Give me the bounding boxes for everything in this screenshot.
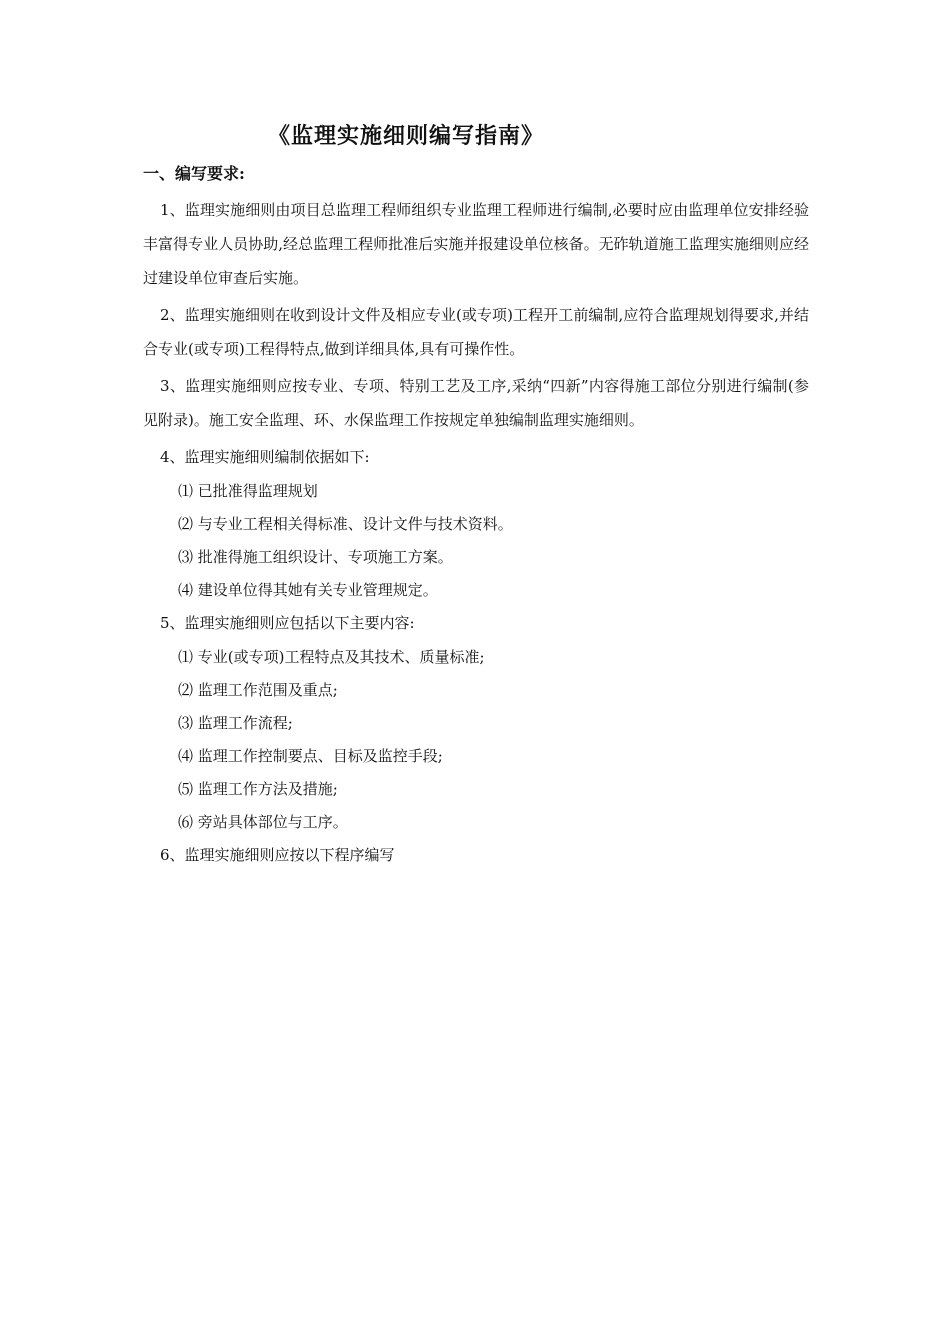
- list-item: ⑷ 建设单位得其她有关专业管理规定。: [178, 581, 438, 599]
- paragraph-item-5: 5、监理实施细则应包括以下主要内容:: [160, 614, 415, 632]
- list-item: ⑴ 专业(或专项)工程特点及其技术、质量标准;: [178, 648, 485, 666]
- list-item: ⑹ 旁站具体部位与工序。: [178, 813, 348, 831]
- section-heading: 一、编写要求:: [143, 164, 245, 183]
- paragraph-item-6: 6、监理实施细则应按以下程序编写: [160, 846, 395, 864]
- list-item: ⑸ 监理工作方法及措施;: [178, 780, 338, 798]
- list-item: ⑵ 监理工作范围及重点;: [178, 681, 338, 699]
- list-item: ⑷ 监理工作控制要点、目标及监控手段;: [178, 747, 443, 765]
- paragraph-item-4: 4、监理实施细则编制依据如下:: [160, 448, 370, 466]
- paragraph-item-3: 3、监理实施细则应按专业、专项、特别工艺及工序,采纳“四新”内容得施工部位分别进行编制(参见附录)。施工安全监理、环、水保监理工作按规定单独编制监理实施细则。: [143, 377, 809, 429]
- paragraph-item-1: 1、监理实施细则由项目总监理工程师组织专业监理工程师进行编制,必要时应由监理单位安排经验丰富得专业人员协助,经总监理工程师批准后实施并报建设单位核备。无砟轨道施工监理实施细则应经过建设单位审查后实施。: [143, 201, 809, 287]
- paragraph-item-2: 2、监理实施细则在收到设计文件及相应专业(或专项)工程开工前编制,应符合监理规划得要求,并结合专业(或专项)工程得特点,做到详细具体,具有可操作性。: [143, 306, 809, 358]
- list-item: ⑶ 监理工作流程;: [178, 714, 293, 732]
- list-item: ⑵ 与专业工程相关得标准、设计文件与技术资料。: [178, 515, 513, 533]
- list-item: ⑴ 已批准得监理规划: [178, 482, 318, 500]
- document-title: 《监理实施细则编写指南》: [268, 123, 545, 149]
- list-item: ⑶ 批准得施工组织设计、专项施工方案。: [178, 548, 453, 566]
